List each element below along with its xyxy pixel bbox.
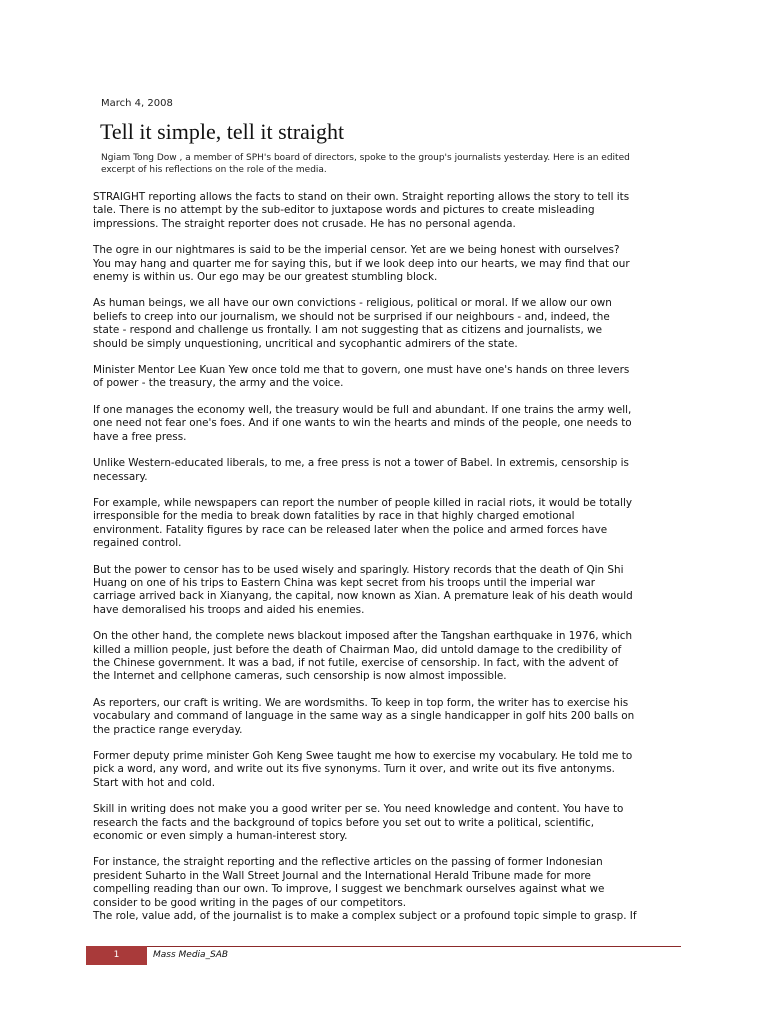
paragraph: If one manages the economy well, the treasury would be full and abundant. If one trains the army well, one need not fear one's foes. And if one wants to win the hearts and minds of the people, one needs to have a free press. [93, 403, 632, 443]
article-intro: Ngiam Tong Dow , a member of SPH's board of directors, spoke to the group's journalists yesterday. Here is an edited excerpt of his reflections on the role of the media. [101, 153, 630, 175]
article-date: March 4, 2008 [101, 98, 173, 109]
paragraph: For instance, the straight reporting and the reflective articles on the passing of former Indonesian president Suharto in the Wall Street Journal and the International Herald Tribune made for more compelling reading than our own. To improve, I suggest we benchmark ourselves against what we consider to be good writing in the pages of our competitors. [93, 856, 605, 909]
paragraph: Unlike Western-educated liberals, to me, a free press is not a tower of Babel. In extremis, censorship is necessary. [93, 457, 629, 483]
article-body [93, 191, 683, 936]
paragraph: STRAIGHT reporting allows the facts to stand on their own. Straight reporting allows the story to tell its tale. There is no attempt by the sub-editor to juxtapose words and pictures to create misleading impressions. The straight reporter does not crusade. He has no personal agenda. [93, 191, 630, 230]
paragraph: The role, value add, of the journalist is to make a complex subject or a profound topic simple to grasp. If [93, 910, 637, 923]
article-title: Tell it simple, tell it straight [100, 119, 345, 144]
paragraph: But the power to censor has to be used wisely and sparingly. History records that the death of Qin Shi Huang on one of his trips to Eastern China was kept secret from his troops until the imperial war carriage arrived back in Xianyang, the capital, now known as Xian. A premature leak of his death would have demoralised his troops and aided his enemies. [93, 563, 633, 616]
paragraph: Skill in writing does not make you a good writer per se. You need knowledge and content. You have to research the facts and the background of topics before you set out to write a political, scientific, economic or even simply a human-interest story. [93, 803, 624, 843]
paragraph: As human beings, we all have our own convictions - religious, political or moral. If we allow our own beliefs to creep into our journalism, we should not be surprised if our neighbours - and, indeed, the state - respond and challenge us frontally. I am not suggesting that as citizens and journalists, we should be simply unquestioning, uncritical and sycophantic admirers of the state. [93, 297, 612, 350]
paragraph: The ogre in our nightmares is said to be the imperial censor. Yet are we being honest with ourselves? You may hang and quarter me for saying this, but if we look deep into our hearts, we may find that our enemy is within us. Our ego may be our greatest stumbling block. [93, 244, 630, 284]
paragraph: For example, while newspapers can report the number of people killed in racial riots, it would be totally irresponsible for the media to break down fatalities by race in that highly charged emotional environment. Fatality figures by race can be released later when the police and armed forces have regained control. [93, 496, 633, 550]
paragraph: Former deputy prime minister Goh Keng Swee taught me how to exercise my vocabulary. He told me to pick a word, any word, and write out its five synonyms. Turn it over, and write out its five antonyms. Start with hot and cold. [93, 750, 633, 789]
paragraph: Minister Mentor Lee Kuan Yew once told me that to govern, one must have one's hands on three levers of power - the treasury, the army and the voice. [93, 364, 630, 390]
paragraph: On the other hand, the complete news blackout imposed after the Tangshan earthquake in 1976, which killed a million people, just before the death of Chairman Mao, did untold damage to the credibility of the Chinese government. It was a bad, if not futile, exercise of censorship. In fact, with the advent of the Internet and cellphone cameras, such censorship is now almost impossible. [93, 630, 633, 683]
paragraph: As reporters, our craft is writing. We are wordsmiths. To keep in top form, the writer has to exercise his vocabulary and command of language in the same way as a single handicapper in golf hits 200 balls on the practice range everyday. [93, 696, 635, 736]
footer-label: Mass Media_SAB [153, 950, 229, 960]
page-number: 1 [86, 946, 147, 965]
